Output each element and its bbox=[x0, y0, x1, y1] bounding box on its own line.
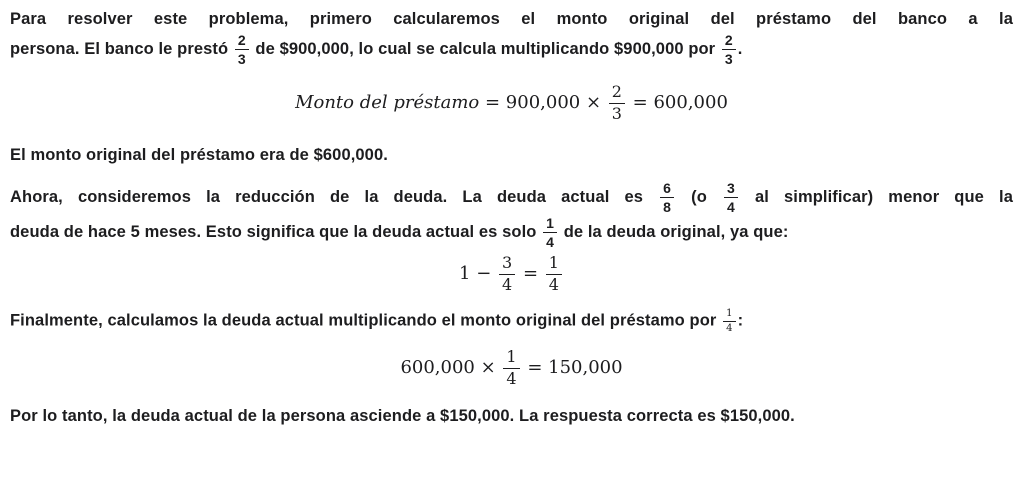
text-run: al simplificar) menor que la bbox=[739, 187, 1013, 206]
text-line bbox=[10, 308, 1013, 334]
fraction-numerator: 6 bbox=[663, 179, 672, 196]
fraction-denominator: 4 bbox=[546, 274, 562, 294]
fraction-numerator: 2 bbox=[611, 82, 622, 102]
text-line bbox=[10, 32, 1013, 67]
text-run: 1 − bbox=[459, 263, 498, 285]
equation-label-italic: Monto del préstamo bbox=[295, 92, 480, 114]
fraction-denominator: 4 bbox=[503, 368, 519, 388]
fraction-1-4 bbox=[503, 348, 519, 388]
fraction-1-4 bbox=[543, 215, 557, 250]
text-run: = 150,000 bbox=[521, 357, 623, 379]
text-line bbox=[10, 404, 1013, 429]
fraction-6-8 bbox=[660, 180, 674, 215]
paragraph-debt-reduction bbox=[10, 180, 1013, 250]
text-run: de $900,000, lo cual se calcula multiplicando $900,000 por bbox=[250, 39, 720, 58]
text-run: persona. El banco le prestó bbox=[10, 39, 233, 58]
text-line bbox=[10, 143, 1013, 168]
fraction-denominator: 3 bbox=[722, 49, 736, 67]
text-run: . bbox=[737, 39, 743, 58]
text-line bbox=[10, 180, 1013, 215]
fraction-numerator: 1 bbox=[726, 308, 733, 320]
fraction-numerator: 1 bbox=[548, 253, 559, 273]
fraction-2-3 bbox=[609, 83, 625, 123]
text-run: deuda de hace 5 meses. Esto significa que la deuda actual es solo bbox=[10, 223, 542, 242]
fraction-denominator: 4 bbox=[543, 232, 557, 250]
equation-current-debt bbox=[10, 348, 1013, 388]
paragraph-loan-result bbox=[10, 143, 1013, 168]
text-run: : bbox=[737, 311, 744, 330]
fraction-numerator: 2 bbox=[724, 32, 733, 48]
fraction-denominator: 4 bbox=[724, 197, 738, 215]
text-line bbox=[10, 7, 1013, 32]
fraction-denominator: 8 bbox=[660, 197, 674, 215]
fraction-numerator: 1 bbox=[546, 215, 555, 232]
text-run: = 900,000 × bbox=[479, 92, 607, 114]
fraction-numerator: 2 bbox=[237, 32, 246, 48]
fraction-2-3 bbox=[722, 32, 736, 67]
fraction-2-3 bbox=[235, 32, 249, 67]
text-run: Para resolver este problema, primero calcularemos el monto original del préstamo del banco a la bbox=[10, 10, 1013, 28]
text-run: (o bbox=[676, 187, 722, 206]
paragraph-final-step bbox=[10, 308, 1013, 334]
fraction-numerator: 1 bbox=[506, 347, 517, 367]
fraction-denominator: 4 bbox=[499, 274, 515, 294]
equation-fraction-remaining bbox=[10, 254, 1013, 294]
text-run: El monto original del préstamo era de $600,000. bbox=[10, 145, 388, 164]
fraction-3-4 bbox=[499, 254, 515, 294]
equation-loan-amount bbox=[10, 83, 1013, 123]
text-run: de la deuda original, ya que: bbox=[559, 223, 789, 242]
fraction-1-4 bbox=[546, 254, 562, 294]
fraction-denominator: 4 bbox=[723, 321, 735, 335]
text-run: = bbox=[517, 263, 544, 285]
fraction-numerator: 3 bbox=[502, 253, 513, 273]
text-run: Por lo tanto, la deuda actual de la persona asciende a $150,000. La respuesta correcta es $150,000. bbox=[10, 406, 795, 425]
paragraph-loan-setup bbox=[10, 7, 1013, 67]
fraction-denominator: 3 bbox=[235, 49, 249, 67]
fraction-numerator: 3 bbox=[726, 179, 735, 196]
text-run: 600,000 × bbox=[400, 357, 502, 379]
text-line bbox=[10, 215, 1013, 250]
fraction-denominator: 3 bbox=[609, 103, 625, 123]
text-run: Finalmente, calculamos la deuda actual multiplicando el monto original del préstamo por bbox=[10, 311, 722, 330]
fraction-3-4 bbox=[724, 180, 738, 215]
paragraph-conclusion bbox=[10, 404, 1013, 429]
fraction-1-4 bbox=[723, 308, 735, 334]
text-run: = 600,000 bbox=[626, 92, 728, 114]
text-run: Ahora, consideremos la reducción de la deuda. La deuda actual es bbox=[10, 187, 659, 206]
